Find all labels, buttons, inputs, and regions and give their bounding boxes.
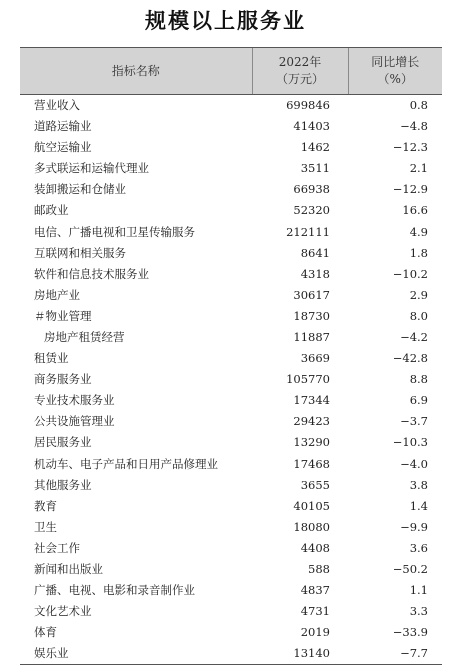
header-growth-unit: （%） bbox=[377, 72, 413, 86]
indicator-name-cell: 软件和信息技术服务业 bbox=[34, 266, 149, 281]
table-row bbox=[20, 179, 442, 200]
statistics-table-container bbox=[20, 47, 442, 665]
table-row bbox=[20, 200, 442, 221]
growth-cell: −12.9 bbox=[392, 182, 428, 197]
indicator-name-cell: 航空运输业 bbox=[34, 140, 92, 155]
value-cell: 8641 bbox=[300, 245, 330, 260]
value-cell: 13290 bbox=[293, 435, 330, 450]
indicator-name-cell: 营业收入 bbox=[34, 98, 80, 112]
indicator-name-cell: 新闻和出版业 bbox=[34, 562, 103, 577]
table-row bbox=[20, 559, 442, 580]
table-row bbox=[20, 496, 442, 517]
indicator-name-cell: 装卸搬运和仓储业 bbox=[34, 182, 126, 197]
header-value-unit: （万元） bbox=[275, 72, 324, 86]
growth-cell: −4.0 bbox=[400, 456, 428, 471]
growth-cell: 6.9 bbox=[409, 393, 428, 408]
value-cell: 4318 bbox=[300, 266, 330, 281]
value-cell: 40105 bbox=[293, 498, 330, 513]
table-row bbox=[20, 327, 442, 348]
value-cell: 30617 bbox=[293, 287, 330, 302]
value-cell: 4731 bbox=[300, 604, 330, 619]
indicator-name-cell: 娱乐业 bbox=[20, 643, 252, 665]
growth-cell: 3.3 bbox=[409, 604, 428, 619]
indicator-name-cell: 商务服务业 bbox=[34, 372, 92, 387]
growth-cell: 1.4 bbox=[409, 498, 428, 513]
indicator-name-cell: 居民服务业 bbox=[34, 435, 92, 450]
value-cell: 4837 bbox=[300, 583, 330, 598]
indicator-name-cell: ＃物业管理 bbox=[34, 308, 92, 323]
value-cell: 3669 bbox=[300, 351, 330, 366]
header-growth bbox=[348, 48, 442, 95]
value-cell: 52320 bbox=[293, 203, 330, 218]
indicator-name-cell: 教育 bbox=[34, 498, 57, 513]
header-growth-label: 同比增长 bbox=[371, 55, 420, 69]
growth-cell: −50.2 bbox=[392, 562, 428, 577]
value-cell: 699846 bbox=[286, 98, 330, 112]
table-row bbox=[20, 285, 442, 306]
table-row bbox=[20, 622, 442, 643]
growth-cell: −4.2 bbox=[400, 329, 428, 344]
indicator-name-cell: 邮政业 bbox=[34, 203, 69, 218]
indicator-name-cell: 文化艺术业 bbox=[34, 604, 92, 619]
indicator-name-cell: 电信、广播电视和卫星传输服务 bbox=[34, 224, 195, 239]
table-row bbox=[20, 95, 442, 117]
table-row bbox=[20, 390, 442, 411]
indicator-name-cell: 公共设施管理业 bbox=[34, 414, 115, 429]
growth-cell: 1.8 bbox=[409, 245, 428, 260]
growth-cell: 2.9 bbox=[409, 287, 428, 302]
header-indicator-name: 指标名称 bbox=[20, 48, 252, 95]
growth-cell: 1.1 bbox=[409, 583, 428, 598]
value-cell: 3511 bbox=[300, 161, 330, 176]
table-row bbox=[20, 369, 442, 390]
indicator-name-cell: 其他服务业 bbox=[34, 477, 92, 492]
table-header bbox=[20, 48, 442, 95]
growth-cell: −3.7 bbox=[400, 414, 428, 429]
indicator-name-cell: 房地产租赁经营 bbox=[44, 329, 125, 344]
table-row bbox=[20, 475, 442, 496]
growth-cell: 4.9 bbox=[409, 224, 428, 239]
table-row bbox=[20, 643, 442, 665]
table-row bbox=[20, 454, 442, 475]
growth-cell: −42.8 bbox=[392, 351, 428, 366]
header-value-year: 2022年 bbox=[278, 55, 322, 69]
table-row bbox=[20, 264, 442, 285]
value-cell: 212111 bbox=[286, 224, 330, 239]
growth-cell: 3.6 bbox=[409, 540, 428, 555]
indicator-name-cell: 多式联运和运输代理业 bbox=[34, 161, 149, 176]
header-value bbox=[252, 48, 348, 95]
table-row bbox=[20, 580, 442, 601]
indicator-name-cell: 卫生 bbox=[34, 519, 57, 534]
value-cell: 17344 bbox=[293, 393, 330, 408]
table-row bbox=[20, 137, 442, 158]
indicator-name-cell: 租赁业 bbox=[34, 351, 69, 366]
table-row bbox=[20, 348, 442, 369]
page-title: 规模以上服务业 bbox=[145, 9, 306, 33]
value-cell: 105770 bbox=[286, 372, 330, 387]
table-row bbox=[20, 221, 442, 242]
value-cell: 1462 bbox=[300, 140, 330, 155]
indicator-name-cell: 机动车、电子产品和日用产品修理业 bbox=[34, 456, 218, 471]
statistics-table bbox=[20, 47, 442, 665]
indicator-name-cell: 社会工作 bbox=[34, 540, 80, 555]
table-row bbox=[20, 538, 442, 559]
indicator-name-cell: 体育 bbox=[34, 625, 57, 640]
value-cell: 41403 bbox=[293, 119, 330, 134]
indicator-name-cell: 互联网和相关服务 bbox=[34, 245, 126, 260]
growth-cell: 3.8 bbox=[409, 477, 428, 492]
table-row bbox=[20, 411, 442, 432]
growth-cell: 16.6 bbox=[402, 203, 428, 218]
indicator-name-cell: 专业技术服务业 bbox=[34, 393, 115, 408]
table-header-row bbox=[20, 48, 442, 95]
growth-cell: −10.3 bbox=[392, 435, 428, 450]
growth-cell: 2.1 bbox=[409, 161, 428, 176]
value-cell: 2019 bbox=[300, 625, 330, 640]
table-row bbox=[20, 158, 442, 179]
growth-cell: −7.7 bbox=[348, 643, 442, 665]
table-row bbox=[20, 243, 442, 264]
growth-cell: −9.9 bbox=[400, 519, 428, 534]
growth-cell: 8.0 bbox=[409, 308, 428, 323]
value-cell: 3655 bbox=[300, 477, 330, 492]
value-cell: 66938 bbox=[293, 182, 330, 197]
growth-cell: −12.3 bbox=[392, 140, 428, 155]
growth-cell: −33.9 bbox=[392, 625, 428, 640]
growth-cell: −10.2 bbox=[392, 266, 428, 281]
indicator-name-cell: 道路运输业 bbox=[34, 119, 92, 134]
growth-cell: −4.8 bbox=[400, 119, 428, 134]
table-row bbox=[20, 517, 442, 538]
table-body bbox=[20, 95, 442, 665]
table-row bbox=[20, 432, 442, 453]
value-cell: 29423 bbox=[293, 414, 330, 429]
growth-cell: 8.8 bbox=[409, 372, 428, 387]
indicator-name-cell: 广播、电视、电影和录音制作业 bbox=[34, 583, 195, 598]
value-cell: 17468 bbox=[293, 456, 330, 471]
table-row bbox=[20, 116, 442, 137]
value-cell: 18080 bbox=[293, 519, 330, 534]
value-cell: 4408 bbox=[300, 540, 330, 555]
growth-cell: 0.8 bbox=[409, 98, 428, 112]
table-row bbox=[20, 601, 442, 622]
value-cell: 11887 bbox=[293, 329, 330, 344]
value-cell: 588 bbox=[308, 562, 330, 577]
value-cell: 18730 bbox=[293, 308, 330, 323]
table-row bbox=[20, 306, 442, 327]
value-cell: 13140 bbox=[252, 643, 348, 665]
indicator-name-cell: 房地产业 bbox=[34, 287, 80, 302]
